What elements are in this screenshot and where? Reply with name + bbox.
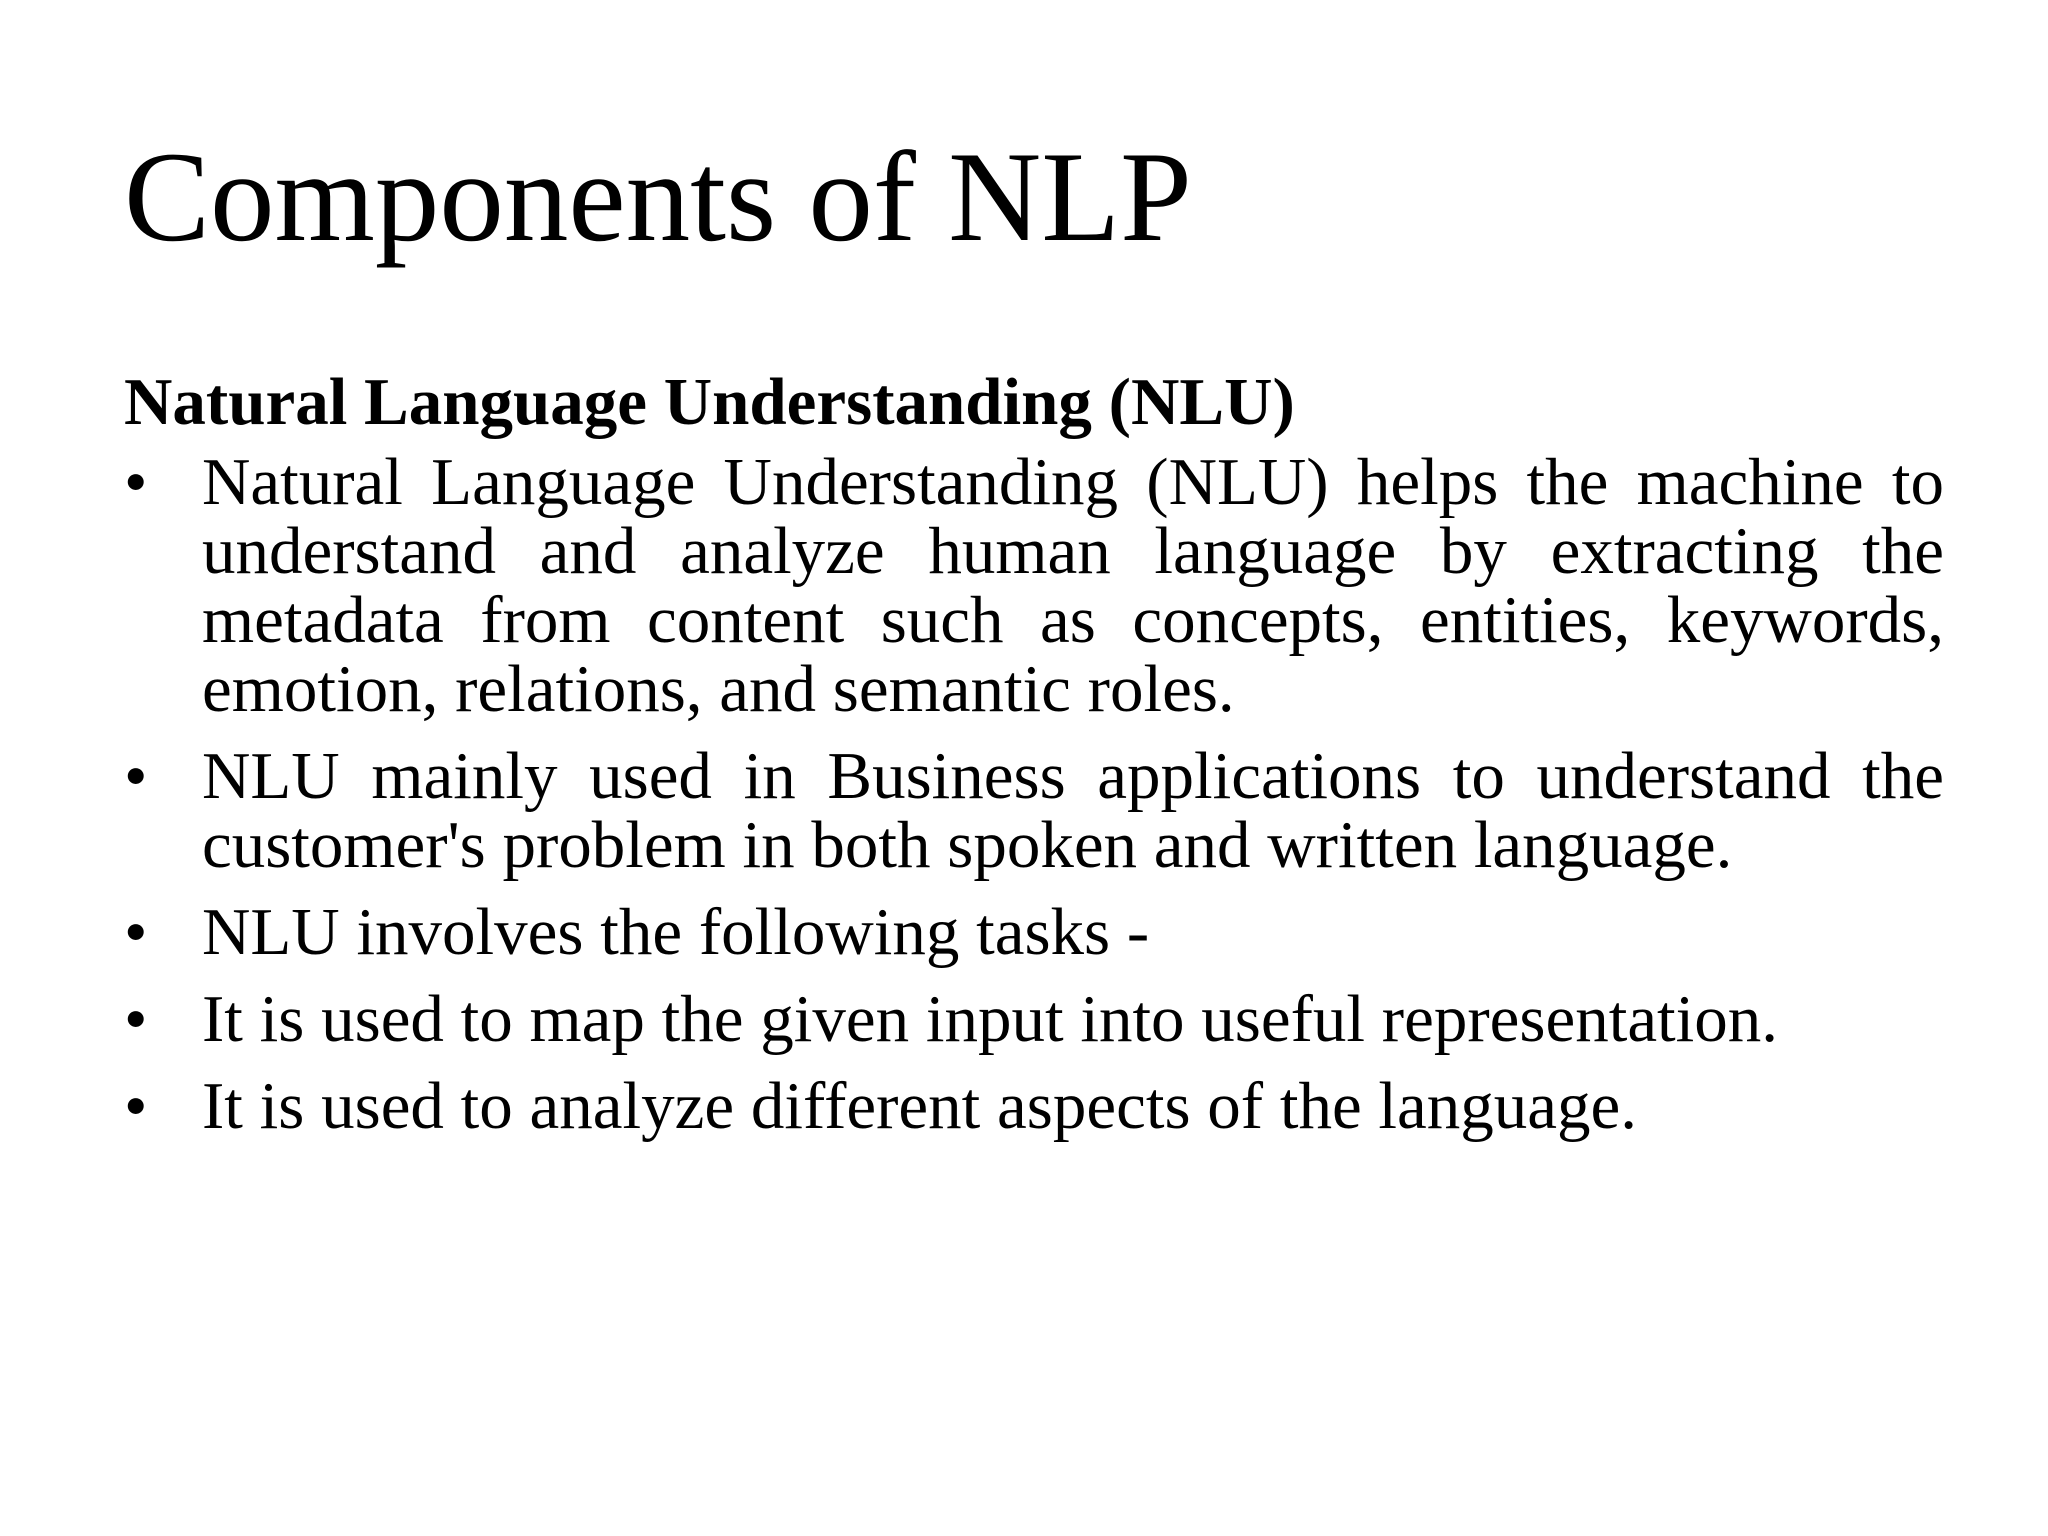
bullet-icon: • bbox=[124, 895, 148, 969]
bullet-item bbox=[124, 739, 1944, 882]
bullet-text: Natural Language Understanding (NLU) helps the machine to understand and analyze human language by extracting the metadata from content such as concepts, entities, keywords, emotion, relations, and semantic roles. bbox=[202, 445, 1944, 726]
slide-title: Components of NLP bbox=[124, 125, 1192, 268]
bullet-item bbox=[124, 1069, 1944, 1143]
bullet-icon: • bbox=[124, 739, 148, 813]
slide-body bbox=[124, 360, 1944, 1141]
bullet-text: It is used to map the given input into useful representation. bbox=[202, 982, 1779, 1056]
bullet-icon: • bbox=[124, 982, 148, 1056]
bullet-item bbox=[124, 982, 1944, 1056]
bullet-item bbox=[124, 445, 1944, 726]
bullet-text: NLU mainly used in Business applications to understand the customer's problem in both spoken and written language. bbox=[202, 739, 1944, 882]
bullet-text: NLU involves the following tasks - bbox=[202, 895, 1150, 969]
bullet-list bbox=[124, 445, 1944, 1143]
bullet-icon: • bbox=[124, 445, 148, 519]
bullet-item bbox=[124, 895, 1944, 969]
bullet-icon: • bbox=[124, 1069, 148, 1143]
section-heading: Natural Language Understanding (NLU) bbox=[124, 365, 1295, 439]
bullet-text: It is used to analyze different aspects of the language. bbox=[202, 1069, 1638, 1143]
